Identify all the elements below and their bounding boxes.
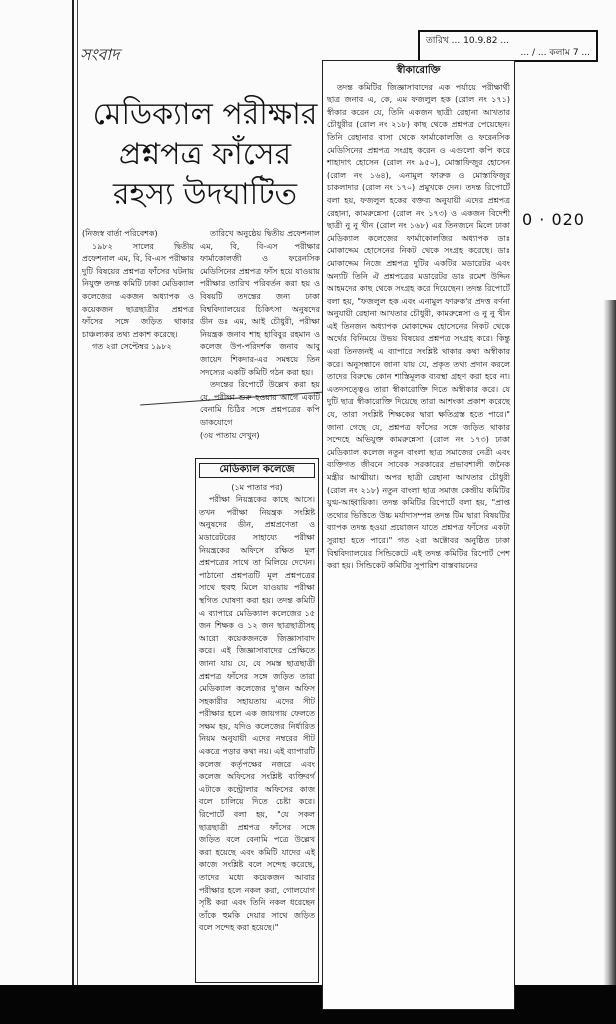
story-column-2: [200, 228, 320, 463]
archive-code: 0 · 020: [522, 210, 585, 229]
continuation-column: [195, 458, 319, 983]
scan-edge-shadow: [603, 300, 616, 985]
confession-column: [322, 60, 515, 1010]
scan-bottom-border: [0, 985, 616, 1024]
margin-rule: [72, 0, 74, 985]
continued-note: (৩য় পাতায় দেখুন): [200, 430, 260, 440]
newspaper-source-label: সংবাদ: [80, 45, 120, 64]
headline: মেডিক্যাল পরীক্ষার প্রশ্নপত্র ফাঁসের রহস্য উদঘাটিত: [92, 97, 318, 212]
story-paragraph: ১৯৮২ সালের দ্বিতীয় প্রফেশনাল এম, বি, বি-এস পরীক্ষার দুটি বিষয়ের প্রশ্নপত্র ফাঁসের ঘটনায় নিযুক্ত তদন্ত কমিটি ঢাকা মেডিক্যাল কলেজের একজন অধ্যাপক ও কয়েকজন ছাত্রছাত্রীর প্রশ্নপত্র ফাঁসের সঙ্গে জড়িত থাকার চাঞ্চল্যকর তথ্য প্রকাশ করেছে।: [82, 241, 194, 339]
archive-date-stamp: তারিখ ... 10.9.82 ... ... / ... কলাম 7 ...: [418, 30, 598, 62]
dateline: (নিজস্ব বার্তা পরিবেশক): [82, 229, 158, 238]
story-column-1: [82, 228, 194, 398]
story-paragraph: তদন্তের রিপোর্টে উল্লেখ করা হয় যে, পরীক্ষা শুরু হওয়ার আগে একটি বেনামি চিঠির সঙ্গে প্রশ্নপত্রের কপি ডাকযোগে: [200, 380, 320, 427]
story-paragraph: তারিখে অনুষ্ঠেয় দ্বিতীয় প্রফেশনাল এম, বি, বি-এস পরীক্ষার ফার্মাকোলজী ও ফরেনসিক মেডিসিনের প্রশ্নপত্র ফাঁস হয়ে যাওয়ায় পরীক্ষার তারিখ পরিবর্তন করা হয় ও বিষয়টি তদন্তের জন্য ঢাকা বিশ্ববিদ্যালয়ের চিকিৎসা অনুষদের ডীন ডঃ এম, আই চৌধুরী, পরীক্ষা নিয়ন্ত্রক জনাব শাহ হাবিবুর রহমান ও কলেজ উপ-পরিদর্শক জনাব আবু জায়েদ শিকদার-এর সমন্বয়ে তিন সদস্যের একটি কমিটি গঠন করা হয়।: [200, 229, 320, 377]
continuation-from: (১ম পাতার পর): [231, 482, 283, 492]
date-label: তারিখ: [426, 36, 449, 46]
column-label: কলাম: [549, 48, 570, 58]
story-paragraph: গত ২রা সেপ্টেম্বর ১৯৮২: [92, 342, 172, 352]
date-value: 10.9.82: [463, 36, 498, 46]
confession-title: স্বীকারোক্তি: [396, 65, 441, 76]
margin-rule-inner: [77, 0, 78, 985]
column-value: 7: [572, 48, 579, 58]
continuation-text: পরীক্ষা নিয়ন্ত্রকের কাছে আসে। তখন পরীক্ষা নিয়ন্ত্রক সংশ্লিষ্ট অনুষদের ডীন, প্রশ্নপ্রণেতা ও মডারেটরের সাহায্যে পরীক্ষা নিয়ন্ত্রকের অফিসে রক্ষিত মূল প্রশ্নপত্রের সাথে তা মিলিয়ে দেখেন। পাঠানো প্রশ্নপত্রটি মূল প্রশ্নপত্রের সাথে হুবহু মিলে যাওয়ায় পরীক্ষা স্থগিত ঘোষণা করা হয়। তদন্ত কমিটি এ ব্যাপারে মেডিক্যাল কলেজের ১৫ জন শিক্ষক ও ১২ জন ছাত্রছাত্রীসহ আরো কয়েকজনকে জিজ্ঞাসাবাদ করে। এই জিজ্ঞাসাবাদের প্রেক্ষিতে জানা যায় যে, যে সমস্ত ছাত্রছাত্রী প্রশ্নপত্র ফাঁসের সঙ্গে জড়িত তারা মেডিক্যাল কলেজের দু'জন অফিস সহকারীর সহায়তায় এদের সীট পরীক্ষার হলে এক জায়গায় ফেলতে সক্ষম হয়, যদিও কলেজের নির্ধারিত নিয়ম অনুযায়ী এদের নম্বরের সীট একত্রে পড়ার কথা নয়। এই ব্যাপারটি কলেজ কর্তৃপক্ষের নজরে এবং কলেজ অফিসের সংশ্লিষ্ট ব্যক্তিবর্গ এটাকে কন্ট্রোলার অফিসের কাজ বলে চালিয়ে দিতে চেষ্টা করে। রিপোর্টে বলা হয়, "যে সকল ছাত্রছাত্রী প্রশ্নপত্র ফাঁসের সঙ্গে জড়িত বলে বেনামি পত্রে উল্লেখ করা হয়েছে এবং কমিটি যাদের এই কাজে সংশ্লিষ্ট বলে সন্দেহ করেছে, তাদের মধ্যে কয়েকজন আবার পরীক্ষার হলে নকল করা, গোলযোগ সৃষ্টি করা এবং তিনি নকল ধরেছেন তাঁকে হুমকি দেয়ার সাথে জড়িত বলে সন্দেহ করা হয়েছে।": [199, 495, 315, 933]
continuation-title: মেডিক্যাল কলেজে: [199, 463, 315, 478]
confession-text: তদন্ত কমিটির জিজ্ঞাসাবাদের এক পর্যায়ে পরীক্ষার্থী ছাত্র জনাব এ, কে, এম ফজলুল হক (রোল নং ১৭১) স্বীকার করেন যে, তিনি একজন ছাত্রী রেহানা আখতার চৌধুরীর (রোল নং ২১৮) কাছ থেকে প্রশ্নপত্র পেয়েছেন। তিনি রেহানার বাসা থেকে ফার্মাকোলজি ও ফরেনসিক মেডিসিনের প্রশ্নপত্র সংগ্রহ করেন ও এগুলো কপি করে শাহাদাৎ হোসেন (রোল নং ৯৫০), মোস্তাফিজুর হোসেন (রোল নং ১৬৪), এনামুল ফারুক ও মোস্তাফিজুর চাকলাদার (রোল নং ১৭০) প্রমুখকে দেন। তদন্ত রিপোর্টে বলা হয়, ফজলুল হকের বক্তব্য অনুযায়ী এদের প্রশ্নপত্র রেহানা, কামরুন্নেসা (রোল নং ১৭৩) ও একজন বিদেশী ছাত্রী নু নু খীন (রোল নং ১৬৮) এর তিনজনে মিলে ঢাকা মেডিক্যাল কলেজের ফার্মাকোলজির অধ্যাপক ডাঃ মোকাদ্দেম হোসেনের নিকট থেকে সংগ্রহ করেছে। ডাঃ মোকাদ্দেম নিজে প্রশ্নপত্র দুটির একটির মডারেটর এবং অন্যটি তিনি ঐ প্রশ্নপত্রের মডারেটর ডাঃ রমেশ উদ্দিন আহমদের কাছ থেকে সংগ্রহ করে দিয়েছেন। তদন্ত রিপোর্টে বলা হয়, "ফজলুল হক এবং এনামুল ফারুক'র প্রদত্ত বর্ণনা অনুযায়ী রেহানা আখতার চৌধুরী, কামরুন্নেসা ও নু নু খীন এই তিনজন অধ্যাপক মোকাদ্দেম হোসেনের নিকট থেকে অর্থের বিনিময়ে উভয় বিষয়ের প্রশ্নপত্র সংগ্রহ করে। কিন্তু এরা তিনজনই এ ব্যাপারে সংশ্লিষ্ট থাকার কথা অস্বীকার করে। অনুসন্ধানে জানা যায় যে, প্রকৃত তথ্য প্রদান করলে তাদের বিরুদ্ধে কোন শাস্তিমূলক ব্যবস্থা গ্রহণ করা হবে না। এতদসত্ত্বেও তারা স্বীকারোক্তি দিতে অস্বীকার করে। যে দুটি ছাত্র স্বীকারোক্তি দিয়েছে তারা আশংকা প্রকাশ করেছে যে, তারা সংশ্লিষ্ট শিক্ষকের দ্বারা ক্ষতিগ্রস্ত হতে পারে।" জানা গেছে যে, প্রশ্নপত্র ফাঁসের সঙ্গে জড়িত থাকার সন্দেহে অভিযুক্ত কামরুন্নেসা (রোল নং ১৭৩) ঢাকা মেডিক্যাল কলেজ নতুন বাংলা ছাত্র সমাজের নেত্রী এবং ব্যক্তিগত জীবনে সাবেক সরকারের প্রভাবশালী জনৈক মন্ত্রীর আত্মীয়া। অপর ছাত্রী রেহানা আখতার চৌধুরী (রোল নং ২১৮) নতুন বাংলা ছাত্র সমাজ কেন্দ্রীয় কমিটির যুগ্ম-আহ্বায়িকা। তদন্ত কমিটির রিপোর্টে বলা হয়, "প্রাপ্ত তথ্যের ভিত্তিতে উচ্চ মর্যাদাসম্পন্ন তদন্ত টিম দ্বারা বিষয়টির ব্যাপক তদন্ত হওয়া প্রয়োজন যাতে প্রশ্নপত্র ফাঁসের একটা সুরাহা হতে পারে।" গত ২রা অক্টোবর অনুষ্ঠিত ঢাকা বিশ্ববিদ্যালয়ের সিন্ডিকেটে এই তদন্ত কমিটির রিপোর্ট পেশ করা হয়। সিন্ডিকেট কমিটির সুপারিশ বাস্তবায়নের: [327, 82, 510, 571]
